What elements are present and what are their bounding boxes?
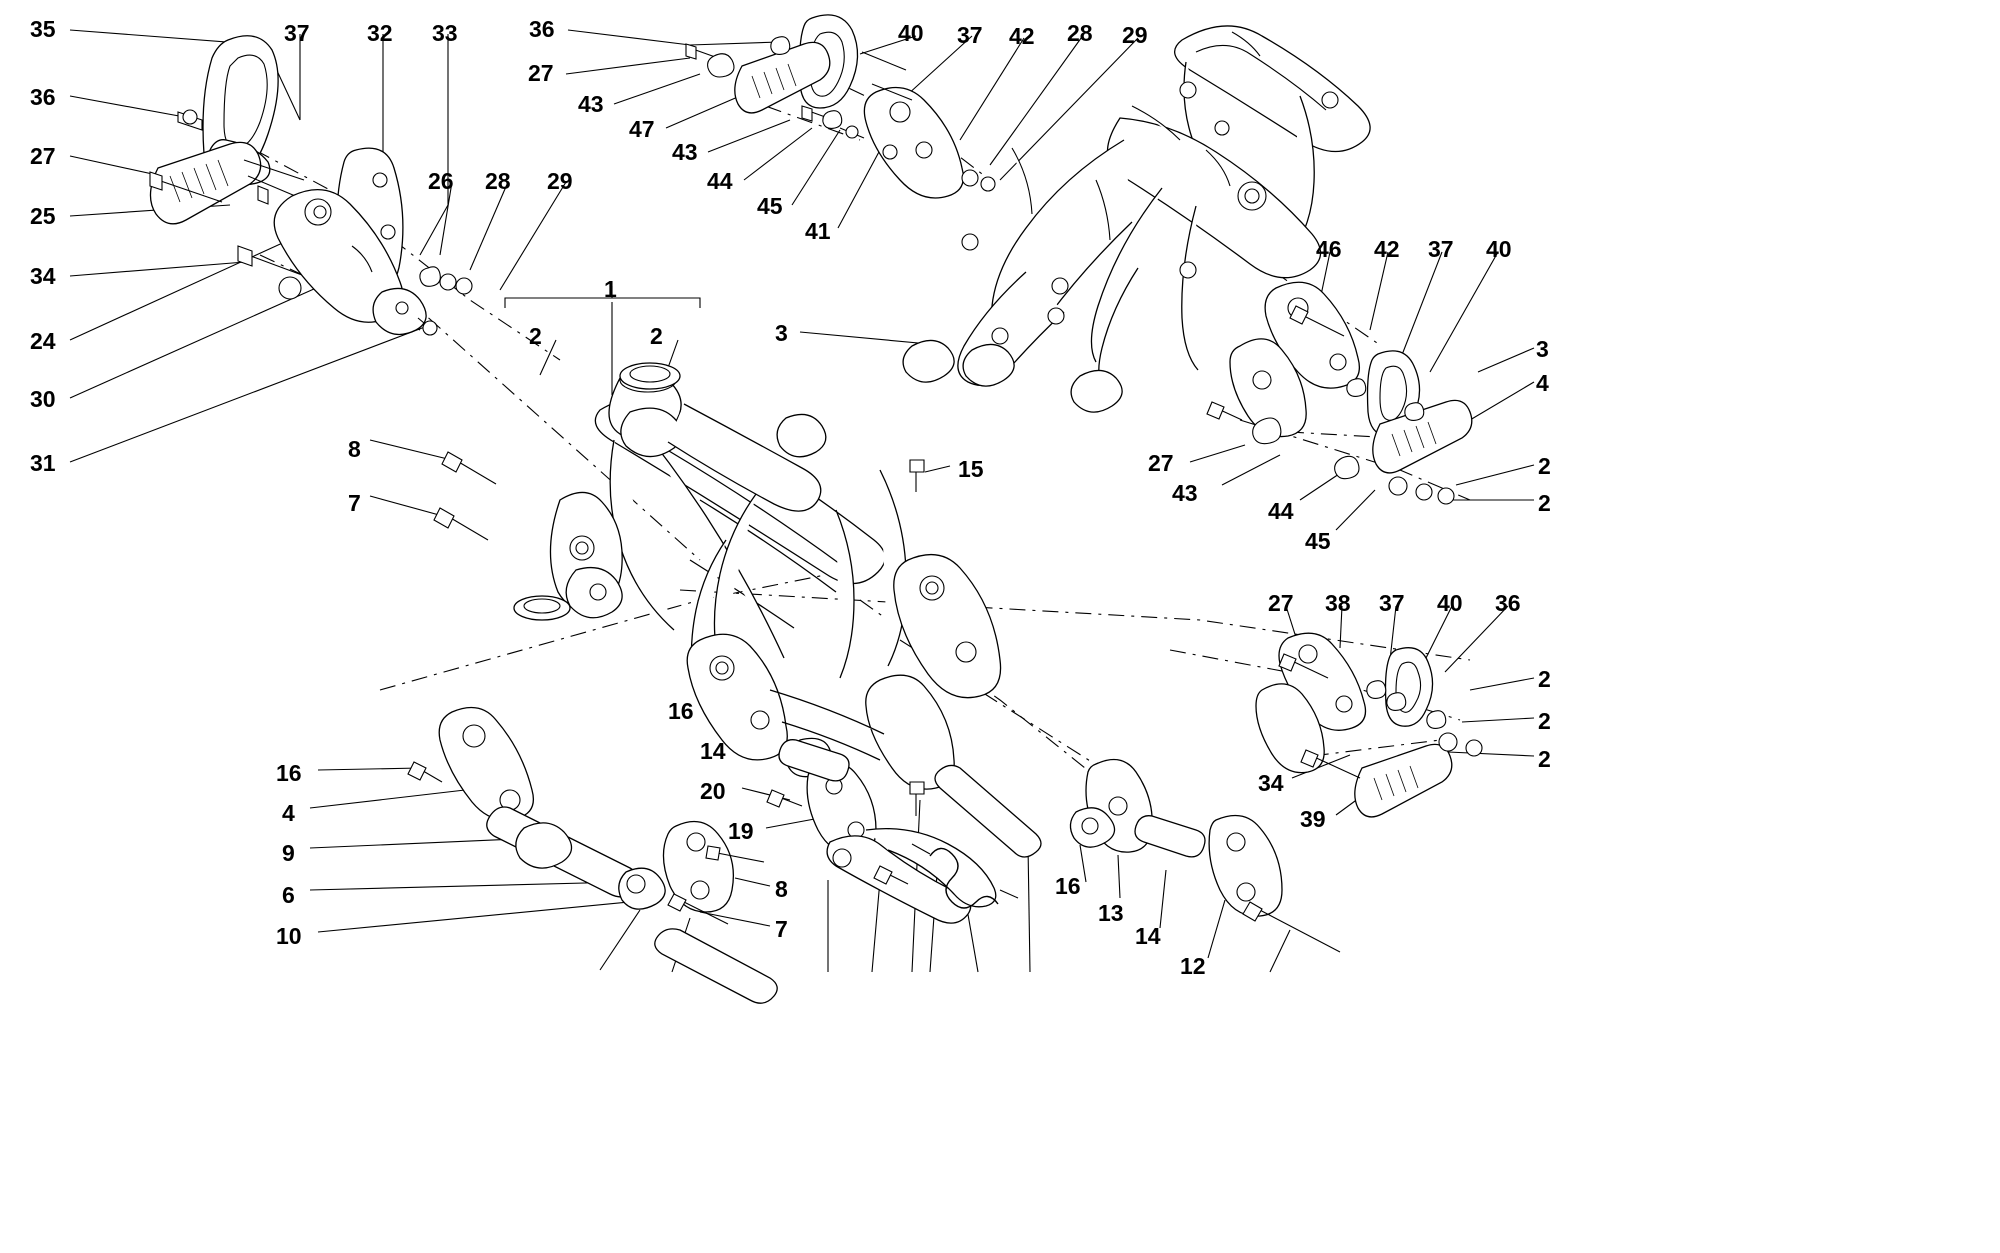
callout-2-d: 2	[1538, 490, 1551, 516]
callout-37-c: 37	[1428, 236, 1454, 262]
callout-40-c: 40	[1437, 590, 1463, 616]
callout-15: 15	[958, 456, 984, 482]
callout-39: 39	[1300, 806, 1326, 832]
callout-16-b: 16	[668, 698, 694, 724]
callout-2-a: 2	[529, 323, 542, 349]
callout-31: 31	[30, 450, 56, 476]
callout-29-a: 29	[1122, 22, 1148, 48]
callout-32: 32	[367, 20, 393, 46]
callout-34-a: 34	[30, 263, 56, 289]
callout-19: 19	[728, 818, 754, 844]
callout-24: 24	[30, 328, 56, 354]
callout-36-b: 36	[30, 84, 56, 110]
callout-45-b: 45	[1305, 528, 1331, 554]
callout-44-a: 44	[707, 168, 733, 194]
callout-37-b: 37	[957, 22, 983, 48]
callout-3-b: 3	[1536, 336, 1549, 362]
callout-2-c: 2	[1538, 453, 1551, 479]
callout-36-a: 36	[529, 16, 555, 42]
callout-38: 38	[1325, 590, 1351, 616]
callout-41: 41	[805, 218, 831, 244]
callout-8-b: 8	[775, 876, 788, 902]
callout-45-a: 45	[757, 193, 783, 219]
callout-40-a: 40	[898, 20, 924, 46]
callout-42-a: 42	[1009, 23, 1035, 49]
callout-43-b: 43	[672, 139, 698, 165]
group-bracket-label: 1	[604, 276, 617, 302]
callout-3-a: 3	[775, 320, 788, 346]
callout-28-b: 28	[485, 168, 511, 194]
callout-16-a: 16	[276, 760, 302, 786]
callout-34-b: 34	[1258, 770, 1284, 796]
callout-2-e: 2	[1538, 666, 1551, 692]
callout-8-a: 8	[348, 436, 361, 462]
callout-43-a: 43	[578, 91, 604, 117]
callout-13: 13	[1098, 900, 1124, 926]
callout-14-a: 14	[700, 738, 726, 764]
callout-2-b: 2	[650, 323, 663, 349]
callout-44-b: 44	[1268, 498, 1294, 524]
callout-26: 26	[428, 168, 454, 194]
callout-9: 9	[282, 840, 295, 866]
callout-27-d: 27	[1268, 590, 1294, 616]
callout-7-a: 7	[348, 490, 361, 516]
callout-30: 30	[30, 386, 56, 412]
callout-37-a: 37	[284, 20, 310, 46]
callout-4-b: 4	[1536, 370, 1549, 396]
callout-4-a: 4	[282, 800, 295, 826]
callout-43-c: 43	[1172, 480, 1198, 506]
callout-6: 6	[282, 882, 295, 908]
callout-10: 10	[276, 923, 302, 949]
callout-27-c: 27	[1148, 450, 1174, 476]
callout-33: 33	[432, 20, 458, 46]
callout-35: 35	[30, 16, 56, 42]
callout-20: 20	[700, 778, 726, 804]
callout-27-a: 27	[528, 60, 554, 86]
callout-12: 12	[1180, 953, 1206, 979]
callout-16-c: 16	[1055, 873, 1081, 899]
callout-40-b: 40	[1486, 236, 1512, 262]
callout-28-a: 28	[1067, 20, 1093, 46]
callout-46: 46	[1316, 236, 1342, 262]
callout-29-b: 29	[547, 168, 573, 194]
callout-36-c: 36	[1495, 590, 1521, 616]
callout-7-b: 7	[775, 916, 788, 942]
callout-27-b: 27	[30, 143, 56, 169]
callout-42-b: 42	[1374, 236, 1400, 262]
callout-2-g: 2	[1538, 746, 1551, 772]
callout-14-b: 14	[1135, 923, 1161, 949]
callout-2-f: 2	[1538, 708, 1551, 734]
callout-47: 47	[629, 116, 655, 142]
callout-37-d: 37	[1379, 590, 1405, 616]
callout-25: 25	[30, 203, 56, 229]
